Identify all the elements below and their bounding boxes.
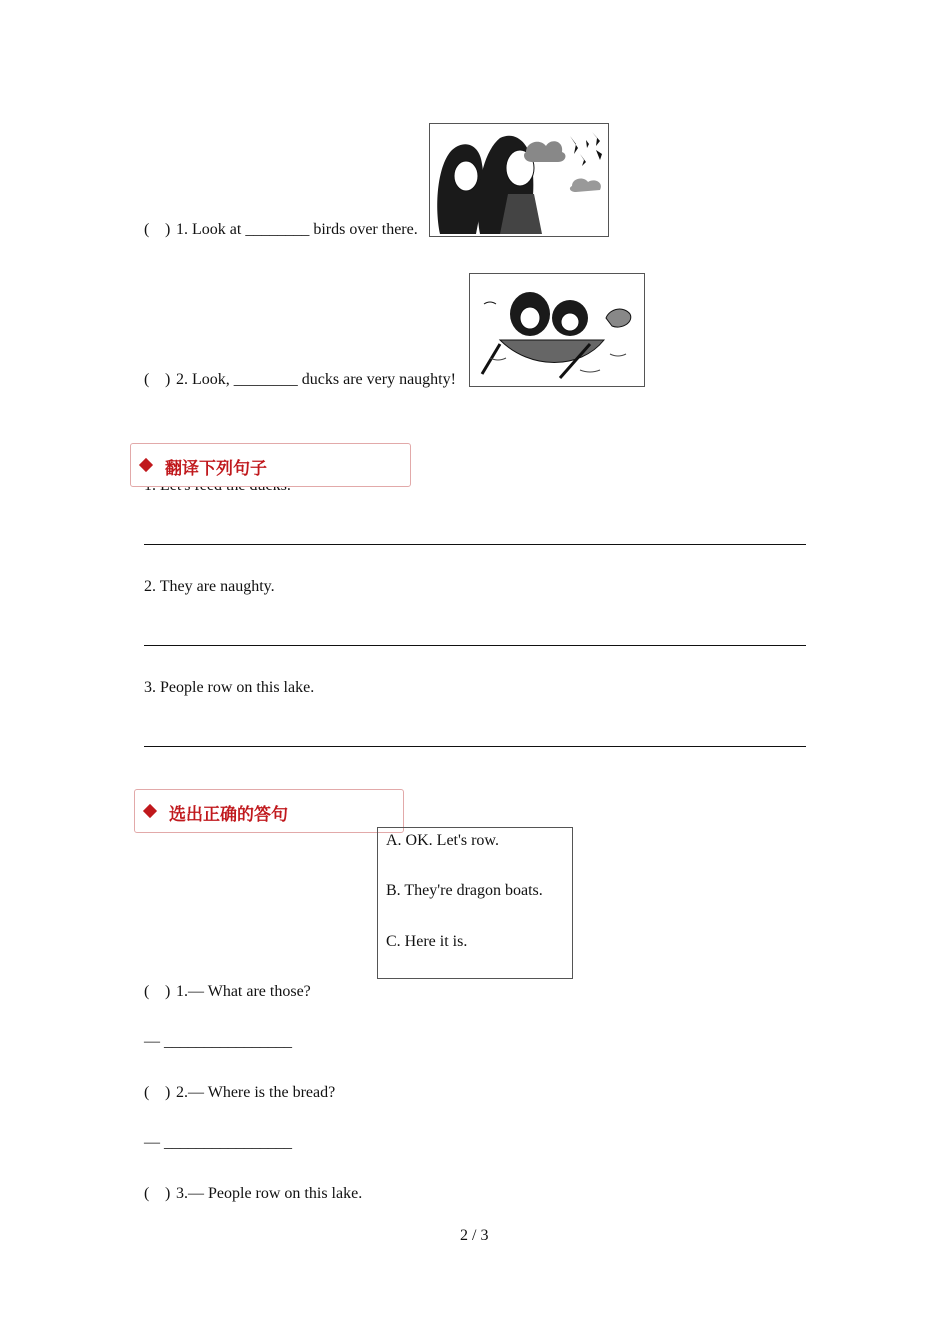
section-title-translate: 翻译下列句子 <box>165 459 267 479</box>
qa1-answer-blank: — ________________ <box>144 1033 292 1050</box>
section-header-translate <box>130 443 411 487</box>
qa2-text: 2.— Where is the bread? <box>176 1084 336 1101</box>
q2-open-paren: ( <box>144 371 150 388</box>
picture-girls-birds <box>429 123 609 237</box>
option-b: B. They're dragon boats. <box>386 882 543 899</box>
diamond-bullet-icon <box>139 458 153 472</box>
section-header-answers <box>134 789 404 833</box>
option-a: A. OK. Let's row. <box>386 832 499 849</box>
section-title-answers: 选出正确的答句 <box>169 805 288 825</box>
qa2-answer-blank: — ________________ <box>144 1134 292 1151</box>
page-number: 2 / 3 <box>460 1227 489 1244</box>
q2-text: 2. Look, ________ ducks are very naughty! <box>176 371 456 388</box>
diamond-bullet-icon <box>143 804 157 818</box>
answer-line-2 <box>144 645 806 646</box>
translate-item-3-text: 3. People row on this lake. <box>144 679 315 696</box>
q1-text: 1. Look at ________ birds over there. <box>176 221 418 238</box>
qa2-open-paren: ( <box>144 1084 150 1101</box>
q2-close-paren: ) <box>165 371 171 388</box>
qa3-open-paren: ( <box>144 1185 150 1202</box>
girls-watching-birds-illustration <box>430 124 608 236</box>
answer-line-1 <box>144 544 806 545</box>
qa3-close-paren: ) <box>165 1185 171 1202</box>
answer-line-3 <box>144 746 806 747</box>
qa2-close-paren: ) <box>165 1084 171 1101</box>
translate-item-2-text: 2. They are naughty. <box>144 578 275 595</box>
options-box <box>377 827 573 979</box>
q1-open-paren: ( <box>144 221 150 238</box>
qa1-close-paren: ) <box>165 983 171 1000</box>
qa1-text: 1.— What are those? <box>176 983 311 1000</box>
qa3-text: 3.— People row on this lake. <box>176 1185 363 1202</box>
q1-close-paren: ) <box>165 221 171 238</box>
option-c: C. Here it is. <box>386 933 468 950</box>
kids-rowing-boat-illustration <box>470 274 644 386</box>
qa1-open-paren: ( <box>144 983 150 1000</box>
picture-kids-boat <box>469 273 645 387</box>
